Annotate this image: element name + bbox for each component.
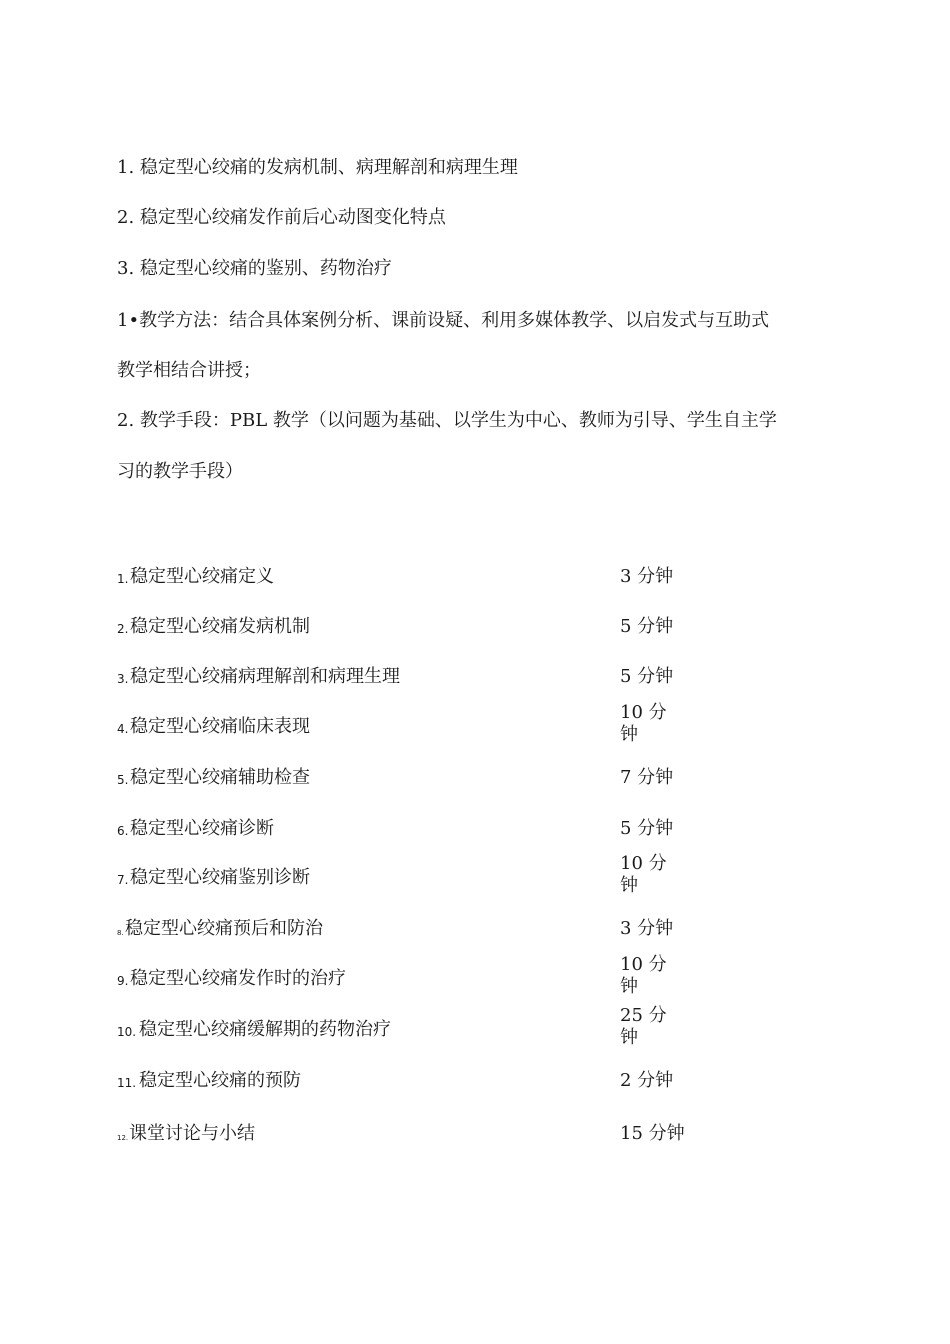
row-title: 稳定型心绞痛预后和防治 [125, 918, 323, 939]
row-number: 2. [117, 622, 129, 636]
row-title: 稳定型心绞痛病理解剖和病理生理 [130, 666, 400, 687]
schedule-row [117, 1109, 717, 1153]
row-duration: 10 分钟 [620, 954, 667, 997]
row-number: 7. [117, 873, 129, 887]
row-duration: 7 分钟 [620, 767, 674, 788]
row-duration: 5 分钟 [620, 616, 674, 637]
schedule-row [117, 552, 717, 596]
row-title: 稳定型心绞痛鉴别诊断 [130, 867, 310, 888]
teaching-method-line-1: 1•教学方法：结合具体案例分析、课前设疑、利用多媒体教学、以启发式与互助式 [117, 310, 770, 331]
row-title: 稳定型心绞痛缓解期的药物治疗 [139, 1019, 391, 1040]
schedule-row [117, 853, 717, 897]
schedule-row [117, 602, 717, 646]
row-title: 稳定型心绞痛临床表现 [130, 716, 310, 737]
row-number: 6. [117, 824, 129, 838]
objective-1: 1. 稳定型心绞痛的发病机制、病理解剖和病理生理 [117, 157, 518, 178]
row-title: 稳定型心绞痛发病机制 [130, 616, 310, 637]
row-title: 稳定型心绞痛诊断 [130, 818, 274, 839]
schedule-row [117, 1005, 717, 1049]
row-number: 12. [117, 1134, 129, 1142]
schedule-row [117, 1056, 717, 1100]
row-number: 4. [117, 722, 129, 736]
objective-2: 2. 稳定型心绞痛发作前后心动图变化特点 [117, 207, 446, 228]
teaching-means-line-2: 习的教学手段） [117, 461, 243, 482]
row-duration: 10 分钟 [620, 702, 667, 745]
row-number: 8. [117, 929, 124, 937]
row-number: 10. [117, 1025, 137, 1039]
row-title: 稳定型心绞痛的预防 [139, 1070, 301, 1091]
schedule-row [117, 702, 717, 746]
row-duration: 5 分钟 [620, 666, 674, 687]
row-title: 课堂讨论与小结 [129, 1123, 255, 1144]
row-duration: 2 分钟 [620, 1070, 674, 1091]
row-duration: 3 分钟 [620, 566, 674, 587]
row-duration: 10 分钟 [620, 853, 667, 896]
row-number: 11. [117, 1076, 137, 1090]
schedule-row [117, 904, 717, 948]
row-duration: 15 分钟 [620, 1123, 685, 1144]
row-title: 稳定型心绞痛发作时的治疗 [130, 968, 346, 989]
row-number: 3. [117, 672, 129, 686]
row-duration: 3 分钟 [620, 918, 674, 939]
objective-3: 3. 稳定型心绞痛的鉴别、药物治疗 [117, 258, 392, 279]
schedule-row [117, 652, 717, 696]
row-number: 1. [117, 572, 129, 586]
row-duration: 25 分钟 [620, 1005, 667, 1048]
row-number: 9. [117, 974, 129, 988]
row-number: 5. [117, 773, 129, 787]
teaching-means-line-1: 2. 教学手段：PBL 教学（以问题为基础、以学生为中心、教师为引导、学生自主学 [117, 410, 777, 431]
schedule-row [117, 753, 717, 797]
row-duration: 5 分钟 [620, 818, 674, 839]
schedule-row [117, 954, 717, 998]
row-title: 稳定型心绞痛定义 [130, 566, 274, 587]
row-title: 稳定型心绞痛辅助检查 [130, 767, 310, 788]
teaching-method-line-2: 教学相结合讲授； [117, 360, 261, 381]
schedule-row [117, 804, 717, 848]
